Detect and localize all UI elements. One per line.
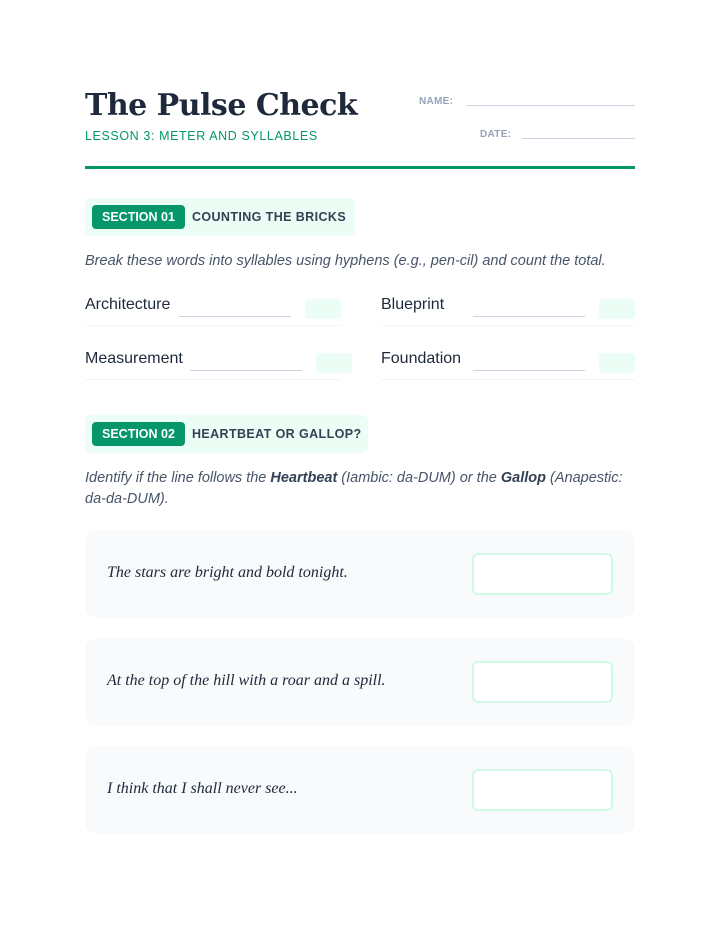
meter-answer-box[interactable] xyxy=(472,553,613,595)
word-row-blueprint xyxy=(381,294,635,326)
word-label: Blueprint xyxy=(381,296,445,313)
poem-line-text: The stars are bright and bold tonight. xyxy=(107,564,348,581)
poem-line-card xyxy=(85,639,635,725)
section-02-title: HEARTBEAT OR GALLOP? xyxy=(191,427,362,441)
poem-line-text: I think that I shall never see... xyxy=(107,780,298,797)
name-field[interactable] xyxy=(466,105,635,106)
syllable-count-box[interactable] xyxy=(599,353,635,373)
instructions-text: (Iambic: da-DUM) or the xyxy=(337,470,501,486)
section-02-instructions xyxy=(85,468,635,510)
header-divider xyxy=(85,166,635,169)
syllable-answer-line[interactable] xyxy=(473,316,585,317)
section-02-header xyxy=(85,415,368,453)
meter-answer-box[interactable] xyxy=(472,661,613,703)
section-02-tag: SECTION 02 xyxy=(92,422,185,446)
word-label: Foundation xyxy=(381,350,462,367)
lesson-subtitle: LESSON 3: METER AND SYLLABLES xyxy=(85,129,318,143)
poem-line-card xyxy=(85,747,635,833)
page-title: The Pulse Check xyxy=(85,88,358,123)
date-label: DATE: xyxy=(480,129,512,140)
instructions-text: (Anapestic: da-da-DUM). xyxy=(85,470,623,507)
worksheet-header xyxy=(85,84,635,170)
gallop-term: Gallop xyxy=(500,470,546,486)
meter-answer-box[interactable] xyxy=(472,769,613,811)
syllable-count-box[interactable] xyxy=(599,299,635,319)
word-row-foundation xyxy=(381,348,635,380)
poem-line-text: At the top of the hill with a roar and a spill. xyxy=(107,672,386,689)
syllable-answer-line[interactable] xyxy=(179,316,291,317)
section-01-title: COUNTING THE BRICKS xyxy=(191,210,347,224)
word-label: Architecture xyxy=(85,296,171,313)
word-label: Measurement xyxy=(85,350,183,367)
section-01-header xyxy=(85,198,355,236)
instructions-text: Identify if the line follows the xyxy=(85,470,271,486)
heartbeat-term: Heartbeat xyxy=(270,470,338,486)
section-01-instructions: Break these words into syllables using hyphens (e.g., pen-cil) and count the total. xyxy=(85,253,606,269)
poem-line-card xyxy=(85,531,635,617)
syllable-answer-line[interactable] xyxy=(190,370,302,371)
word-row-architecture xyxy=(85,294,341,326)
syllable-answer-line[interactable] xyxy=(473,370,585,371)
section-01-tag: SECTION 01 xyxy=(92,205,185,229)
name-label: NAME: xyxy=(419,96,454,107)
syllable-count-box[interactable] xyxy=(305,299,341,319)
word-row-measurement xyxy=(85,348,341,380)
syllable-count-box[interactable] xyxy=(316,353,352,373)
date-field[interactable] xyxy=(522,138,635,139)
